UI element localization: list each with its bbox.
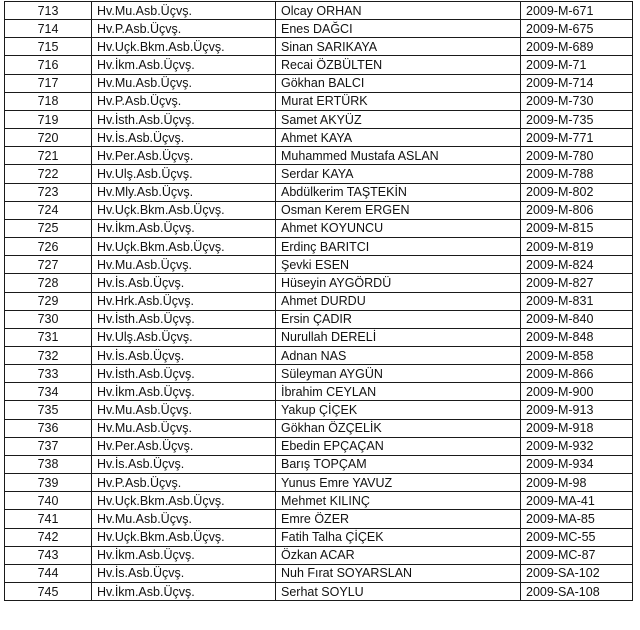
rank-cell: Hv.Per.Asb.Üçvş. [92, 147, 276, 165]
table-row [5, 328, 633, 346]
rank-cell: Hv.Mu.Asb.Üçvş. [92, 419, 276, 437]
registry-code-cell: 2009-M-730 [521, 92, 633, 110]
rank-cell: Hv.P.Asb.Üçvş. [92, 20, 276, 38]
registry-code-cell: 2009-SA-108 [521, 583, 633, 601]
rank-cell: Hv.İsth.Asb.Üçvş. [92, 110, 276, 128]
table-row [5, 564, 633, 582]
rank-cell: Hv.İsth.Asb.Üçvş. [92, 310, 276, 328]
row-number-cell: 719 [5, 110, 92, 128]
person-name-cell: Murat ERTÜRK [276, 92, 521, 110]
table-row [5, 274, 633, 292]
row-number-cell: 743 [5, 546, 92, 564]
table-row [5, 528, 633, 546]
person-name-cell: Yakup ÇİÇEK [276, 401, 521, 419]
rank-cell: Hv.Ulş.Asb.Üçvş. [92, 165, 276, 183]
registry-code-cell: 2009-SA-102 [521, 564, 633, 582]
person-name-cell: Mehmet KILINÇ [276, 492, 521, 510]
person-name-cell: İbrahim CEYLAN [276, 383, 521, 401]
person-name-cell: Enes DAĞCI [276, 20, 521, 38]
row-number-cell: 738 [5, 455, 92, 473]
table-row [5, 20, 633, 38]
registry-code-cell: 2009-M-866 [521, 365, 633, 383]
person-name-cell: Gökhan ÖZÇELİK [276, 419, 521, 437]
registry-code-cell: 2009-M-815 [521, 219, 633, 237]
registry-code-cell: 2009-M-689 [521, 38, 633, 56]
rank-cell: Hv.Ulş.Asb.Üçvş. [92, 328, 276, 346]
registry-code-cell: 2009-MC-87 [521, 546, 633, 564]
registry-code-cell: 2009-M-932 [521, 437, 633, 455]
table-row [5, 183, 633, 201]
registry-code-cell: 2009-M-788 [521, 165, 633, 183]
row-number-cell: 745 [5, 583, 92, 601]
row-number-cell: 724 [5, 201, 92, 219]
table-row [5, 129, 633, 147]
table-row [5, 56, 633, 74]
rank-cell: Hv.Mu.Asb.Üçvş. [92, 74, 276, 92]
rank-cell: Hv.Mu.Asb.Üçvş. [92, 401, 276, 419]
row-number-cell: 740 [5, 492, 92, 510]
registry-code-cell: 2009-M-913 [521, 401, 633, 419]
row-number-cell: 728 [5, 274, 92, 292]
registry-code-cell: 2009-M-819 [521, 238, 633, 256]
table-row [5, 201, 633, 219]
row-number-cell: 731 [5, 328, 92, 346]
rank-cell: Hv.P.Asb.Üçvş. [92, 474, 276, 492]
row-number-cell: 741 [5, 510, 92, 528]
table-row [5, 546, 633, 564]
person-name-cell: Ebedin EPÇAÇAN [276, 437, 521, 455]
registry-code-cell: 2009-M-824 [521, 256, 633, 274]
person-name-cell: Hüseyin AYGÖRDÜ [276, 274, 521, 292]
rank-cell: Hv.Per.Asb.Üçvş. [92, 437, 276, 455]
row-number-cell: 729 [5, 292, 92, 310]
registry-code-cell: 2009-M-900 [521, 383, 633, 401]
registry-code-cell: 2009-MA-85 [521, 510, 633, 528]
row-number-cell: 739 [5, 474, 92, 492]
table-row [5, 310, 633, 328]
registry-code-cell: 2009-M-780 [521, 147, 633, 165]
row-number-cell: 732 [5, 346, 92, 364]
table-row [5, 346, 633, 364]
rank-cell: Hv.İs.Asb.Üçvş. [92, 564, 276, 582]
table-row [5, 165, 633, 183]
table-row [5, 583, 633, 601]
table-row [5, 2, 633, 20]
row-number-cell: 726 [5, 238, 92, 256]
table-row [5, 383, 633, 401]
rank-cell: Hv.Mu.Asb.Üçvş. [92, 256, 276, 274]
rank-cell: Hv.Hrk.Asb.Üçvş. [92, 292, 276, 310]
row-number-cell: 725 [5, 219, 92, 237]
row-number-cell: 721 [5, 147, 92, 165]
rank-cell: Hv.İs.Asb.Üçvş. [92, 274, 276, 292]
row-number-cell: 714 [5, 20, 92, 38]
registry-code-cell: 2009-M-848 [521, 328, 633, 346]
row-number-cell: 735 [5, 401, 92, 419]
table-row [5, 292, 633, 310]
rank-cell: Hv.Mu.Asb.Üçvş. [92, 2, 276, 20]
person-name-cell: Ahmet DURDU [276, 292, 521, 310]
person-name-cell: Ersin ÇADIR [276, 310, 521, 328]
table-row [5, 401, 633, 419]
person-name-cell: Muhammed Mustafa ASLAN [276, 147, 521, 165]
rank-cell: Hv.İs.Asb.Üçvş. [92, 455, 276, 473]
person-name-cell: Erdinç BARITCI [276, 238, 521, 256]
row-number-cell: 722 [5, 165, 92, 183]
table-row [5, 147, 633, 165]
person-name-cell: Ahmet KAYA [276, 129, 521, 147]
table-row [5, 219, 633, 237]
person-name-cell: Nurullah DERELİ [276, 328, 521, 346]
person-name-cell: Fatih Talha ÇİÇEK [276, 528, 521, 546]
table-row [5, 74, 633, 92]
registry-code-cell: 2009-M-735 [521, 110, 633, 128]
table-row [5, 92, 633, 110]
person-name-cell: Yunus Emre YAVUZ [276, 474, 521, 492]
rank-cell: Hv.P.Asb.Üçvş. [92, 92, 276, 110]
registry-code-cell: 2009-M-98 [521, 474, 633, 492]
row-number-cell: 737 [5, 437, 92, 455]
row-number-cell: 723 [5, 183, 92, 201]
table-row [5, 437, 633, 455]
registry-code-cell: 2009-M-827 [521, 274, 633, 292]
registry-code-cell: 2009-M-858 [521, 346, 633, 364]
table-row [5, 38, 633, 56]
person-name-cell: Emre ÖZER [276, 510, 521, 528]
row-number-cell: 733 [5, 365, 92, 383]
row-number-cell: 718 [5, 92, 92, 110]
row-number-cell: 715 [5, 38, 92, 56]
rank-cell: Hv.Mu.Asb.Üçvş. [92, 510, 276, 528]
personnel-roster-table [4, 1, 633, 601]
table-row [5, 256, 633, 274]
rank-cell: Hv.Uçk.Bkm.Asb.Üçvş. [92, 38, 276, 56]
row-number-cell: 730 [5, 310, 92, 328]
rank-cell: Hv.Uçk.Bkm.Asb.Üçvş. [92, 528, 276, 546]
table-row [5, 419, 633, 437]
person-name-cell: Özkan ACAR [276, 546, 521, 564]
person-name-cell: Osman Kerem ERGEN [276, 201, 521, 219]
registry-code-cell: 2009-M-71 [521, 56, 633, 74]
row-number-cell: 734 [5, 383, 92, 401]
row-number-cell: 727 [5, 256, 92, 274]
table-row [5, 110, 633, 128]
person-name-cell: Olcay ORHAN [276, 2, 521, 20]
person-name-cell: Süleyman AYGÜN [276, 365, 521, 383]
person-name-cell: Abdülkerim TAŞTEKİN [276, 183, 521, 201]
registry-code-cell: 2009-M-840 [521, 310, 633, 328]
registry-code-cell: 2009-M-675 [521, 20, 633, 38]
table-row [5, 238, 633, 256]
person-name-cell: Serhat SOYLU [276, 583, 521, 601]
registry-code-cell: 2009-M-918 [521, 419, 633, 437]
registry-code-cell: 2009-M-802 [521, 183, 633, 201]
person-name-cell: Şevki ESEN [276, 256, 521, 274]
rank-cell: Hv.İkm.Asb.Üçvş. [92, 383, 276, 401]
rank-cell: Hv.İs.Asb.Üçvş. [92, 129, 276, 147]
row-number-cell: 736 [5, 419, 92, 437]
rank-cell: Hv.İkm.Asb.Üçvş. [92, 56, 276, 74]
person-name-cell: Samet AKYÜZ [276, 110, 521, 128]
rank-cell: Hv.İs.Asb.Üçvş. [92, 346, 276, 364]
person-name-cell: Serdar KAYA [276, 165, 521, 183]
rank-cell: Hv.Uçk.Bkm.Asb.Üçvş. [92, 492, 276, 510]
rank-cell: Hv.İkm.Asb.Üçvş. [92, 219, 276, 237]
registry-code-cell: 2009-M-934 [521, 455, 633, 473]
registry-code-cell: 2009-M-671 [521, 2, 633, 20]
registry-code-cell: 2009-MA-41 [521, 492, 633, 510]
person-name-cell: Nuh Fırat SOYARSLAN [276, 564, 521, 582]
rank-cell: Hv.İsth.Asb.Üçvş. [92, 365, 276, 383]
registry-code-cell: 2009-M-831 [521, 292, 633, 310]
row-number-cell: 713 [5, 2, 92, 20]
person-name-cell: Recai ÖZBÜLTEN [276, 56, 521, 74]
person-name-cell: Gökhan BALCI [276, 74, 521, 92]
registry-code-cell: 2009-M-714 [521, 74, 633, 92]
rank-cell: Hv.Uçk.Bkm.Asb.Üçvş. [92, 238, 276, 256]
row-number-cell: 716 [5, 56, 92, 74]
table-row [5, 455, 633, 473]
person-name-cell: Barış TOPÇAM [276, 455, 521, 473]
person-name-cell: Sinan SARIKAYA [276, 38, 521, 56]
person-name-cell: Adnan NAS [276, 346, 521, 364]
row-number-cell: 720 [5, 129, 92, 147]
roster-body [5, 2, 633, 601]
row-number-cell: 742 [5, 528, 92, 546]
table-row [5, 492, 633, 510]
registry-code-cell: 2009-M-806 [521, 201, 633, 219]
registry-code-cell: 2009-M-771 [521, 129, 633, 147]
table-row [5, 474, 633, 492]
row-number-cell: 717 [5, 74, 92, 92]
table-row [5, 365, 633, 383]
registry-code-cell: 2009-MC-55 [521, 528, 633, 546]
person-name-cell: Ahmet KOYUNCU [276, 219, 521, 237]
rank-cell: Hv.Mly.Asb.Üçvş. [92, 183, 276, 201]
table-row [5, 510, 633, 528]
row-number-cell: 744 [5, 564, 92, 582]
rank-cell: Hv.Uçk.Bkm.Asb.Üçvş. [92, 201, 276, 219]
rank-cell: Hv.İkm.Asb.Üçvş. [92, 583, 276, 601]
rank-cell: Hv.İkm.Asb.Üçvş. [92, 546, 276, 564]
